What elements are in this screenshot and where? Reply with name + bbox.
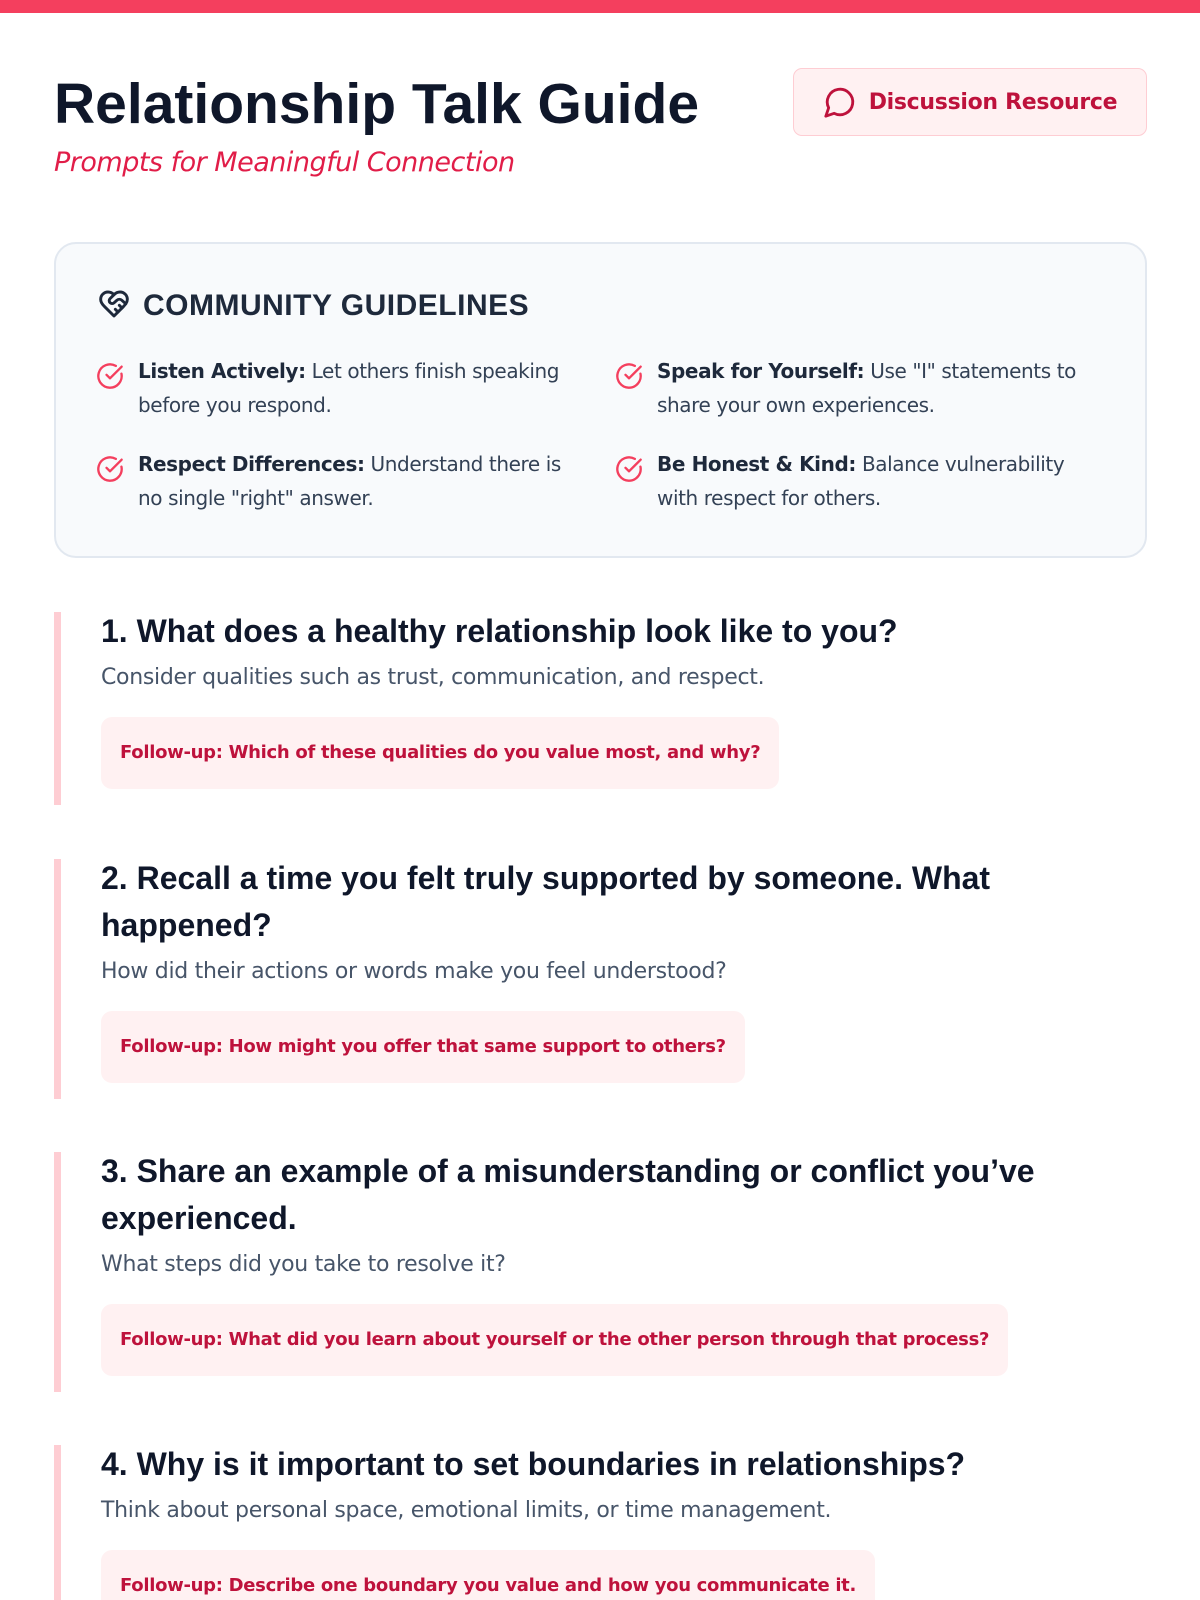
question-title: 1. What does a healthy relationship look like to you? [101,613,898,649]
guideline-text [138,354,576,422]
question-title: 4. Why is it important to set boundaries in relationships? [101,1446,966,1482]
question-description: Consider qualities such as trust, communication, and respect. [101,665,765,690]
followup-prompt: Follow-up: How might you offer that same support to others? [101,1011,745,1083]
check-circle-icon [96,354,124,422]
question-description: How did their actions or words make you feel understood? [101,959,727,984]
heart-handshake-icon [98,288,130,324]
top-accent-bar [0,0,1200,13]
guideline-item [96,447,576,515]
discussion-resource-badge [793,68,1147,136]
question-card [54,859,1147,1099]
guidelines-header [98,288,529,324]
followup-prompt: Follow-up: Which of these qualities do you value most, and why? [101,717,779,789]
check-circle-icon [96,447,124,515]
guidelines-title: COMMUNITY GUIDELINES [143,289,530,322]
guideline-text [657,447,1095,515]
guideline-label: Speak for Yourself: [657,359,865,383]
check-circle-icon [615,354,643,422]
guideline-item [96,354,576,422]
guideline-description: Balance vulnerability with respect for others. [657,452,1065,510]
question-description: What steps did you take to resolve it? [101,1252,506,1277]
guideline-label: Listen Actively: [138,359,306,383]
guideline-item [615,447,1095,515]
guideline-text [138,447,576,515]
page-subtitle: Prompts for Meaningful Connection [54,147,515,178]
question-description: Think about personal space, emotional limits, or time management. [101,1498,832,1523]
page-header [54,64,1147,194]
guideline-description: Understand there is no single "right" answer. [138,452,561,510]
community-guidelines-card [54,242,1147,558]
guideline-label: Respect Differences: [138,452,365,476]
page-title: Relationship Talk Guide [54,72,700,136]
question-title: 3. Share an example of a misunderstanding or conflict you’ve experienced. [101,1153,1035,1236]
guideline-description: Let others finish speaking before you respond. [138,359,560,417]
badge-label: Discussion Resource [868,89,1118,115]
guideline-label: Be Honest & Kind: [657,452,856,476]
question-card [54,1445,1147,1600]
guideline-description: Use "I" statements to share your own experiences. [657,359,1077,417]
followup-prompt: Follow-up: What did you learn about yourself or the other person through that process? [101,1304,1008,1376]
question-card [54,612,1147,805]
guideline-item [615,354,1095,422]
followup-prompt: Follow-up: Describe one boundary you value and how you communicate it. [101,1550,875,1600]
guideline-text [657,354,1095,422]
check-circle-icon [615,447,643,515]
speech-bubble-icon [823,85,857,119]
question-card [54,1152,1147,1392]
question-title: 2. Recall a time you felt truly supported by someone. What happened? [101,860,991,943]
